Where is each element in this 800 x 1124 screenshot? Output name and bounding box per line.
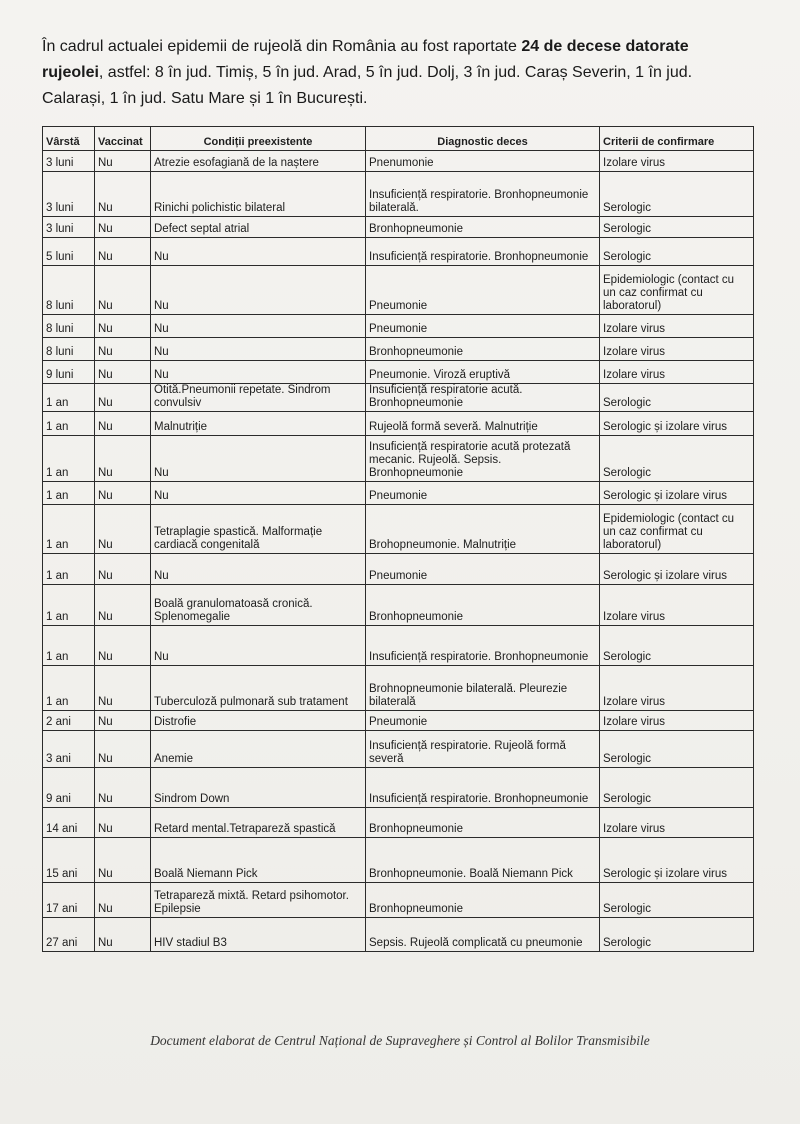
table-row [43, 338, 754, 361]
cell-preexisting-conditions: Sindrom Down [151, 768, 366, 808]
cell-confirmation-criteria: Serologic [600, 768, 754, 808]
cell-death-diagnosis: Pneumonie [366, 711, 600, 731]
cell-vaccinated: Nu [95, 266, 151, 315]
table-row [43, 384, 754, 412]
cell-preexisting-conditions: Nu [151, 338, 366, 361]
cell-death-diagnosis: Brohopneumonie. Malnutriție [366, 505, 600, 554]
cell-confirmation-criteria: Izolare virus [600, 315, 754, 338]
cell-vaccinated: Nu [95, 768, 151, 808]
cell-vaccinated: Nu [95, 436, 151, 482]
cell-confirmation-criteria: Izolare virus [600, 585, 754, 626]
cell-vaccinated: Nu [95, 505, 151, 554]
cell-preexisting-conditions: Nu [151, 482, 366, 505]
cell-confirmation-criteria: Serologic și izolare virus [600, 838, 754, 883]
table-header-row [43, 127, 754, 151]
cell-death-diagnosis: Pneumonie [366, 315, 600, 338]
table-row [43, 361, 754, 384]
cell-age: 3 luni [43, 217, 95, 238]
cell-death-diagnosis: Insuficiență respiratorie acută. Bronhopneumonie [366, 384, 600, 412]
cell-preexisting-conditions: Nu [151, 266, 366, 315]
cell-death-diagnosis: Pneumonie. Viroză eruptivă [366, 361, 600, 384]
cell-death-diagnosis: Rujeolă formă severă. Malnutriție [366, 412, 600, 436]
cell-death-diagnosis: Pneumonie [366, 554, 600, 585]
table-row [43, 838, 754, 883]
cell-confirmation-criteria: Izolare virus [600, 711, 754, 731]
cell-death-diagnosis: Pneumonie [366, 482, 600, 505]
cell-vaccinated: Nu [95, 585, 151, 626]
cell-age: 1 an [43, 666, 95, 711]
table-row [43, 505, 754, 554]
cell-age: 3 luni [43, 172, 95, 217]
cell-preexisting-conditions: Atrezie esofagiană de la naștere [151, 151, 366, 172]
cell-death-diagnosis: Brohnopneumonie bilaterală. Pleurezie bilaterală [366, 666, 600, 711]
cell-vaccinated: Nu [95, 361, 151, 384]
cell-preexisting-conditions: Nu [151, 554, 366, 585]
table-row [43, 482, 754, 505]
header-confirmation-criteria: Criterii de confirmare [600, 127, 754, 151]
cell-confirmation-criteria: Izolare virus [600, 151, 754, 172]
cell-preexisting-conditions: Nu [151, 315, 366, 338]
cell-preexisting-conditions: Tetrapareză mixtă. Retard psihomotor. Epilepsie [151, 883, 366, 918]
cell-confirmation-criteria: Epidemiologic (contact cu un caz confirmat cu laboratorul) [600, 266, 754, 315]
table-row [43, 412, 754, 436]
cell-vaccinated: Nu [95, 666, 151, 711]
cell-preexisting-conditions: Nu [151, 361, 366, 384]
cell-confirmation-criteria: Izolare virus [600, 666, 754, 711]
cell-age: 1 an [43, 384, 95, 412]
cell-vaccinated: Nu [95, 338, 151, 361]
cell-age: 2 ani [43, 711, 95, 731]
cell-age: 14 ani [43, 808, 95, 838]
cell-death-diagnosis: Insuficiență respiratorie. Rujeolă formă severă [366, 731, 600, 768]
cell-age: 1 an [43, 505, 95, 554]
cell-vaccinated: Nu [95, 482, 151, 505]
cell-confirmation-criteria: Serologic [600, 883, 754, 918]
cell-vaccinated: Nu [95, 217, 151, 238]
cell-vaccinated: Nu [95, 731, 151, 768]
intro-text-bold: 24 de decese datorate rujeolei [42, 38, 689, 81]
cell-age: 1 an [43, 436, 95, 482]
cell-death-diagnosis: Bronhopneumonie [366, 585, 600, 626]
cell-vaccinated: Nu [95, 384, 151, 412]
cell-vaccinated: Nu [95, 838, 151, 883]
cell-confirmation-criteria: Serologic [600, 172, 754, 217]
cell-preexisting-conditions: Retard mental.Tetrapareză spastică [151, 808, 366, 838]
table-row [43, 315, 754, 338]
cell-age: 3 ani [43, 731, 95, 768]
table-row [43, 172, 754, 217]
cell-confirmation-criteria: Izolare virus [600, 361, 754, 384]
table-row [43, 151, 754, 172]
footer-credit: Document elaborat de Centrul Național de Supraveghere și Control al Bolilor Transmisibile [150, 1033, 650, 1048]
cell-age: 1 an [43, 585, 95, 626]
cell-confirmation-criteria: Izolare virus [600, 338, 754, 361]
cell-confirmation-criteria: Serologic [600, 217, 754, 238]
cell-age: 1 an [43, 482, 95, 505]
table-row [43, 554, 754, 585]
cell-preexisting-conditions: Nu [151, 436, 366, 482]
cell-death-diagnosis: Bronhopneumonie. Boală Niemann Pick [366, 838, 600, 883]
cell-preexisting-conditions: HIV stadiul B3 [151, 918, 366, 952]
cell-preexisting-conditions: Distrofie [151, 711, 366, 731]
cell-confirmation-criteria: Serologic și izolare virus [600, 412, 754, 436]
cell-age: 8 luni [43, 315, 95, 338]
cell-preexisting-conditions: Otită.Pneumonii repetate. Sindrom convulsiv [151, 384, 366, 412]
cell-death-diagnosis: Sepsis. Rujeolă complicată cu pneumonie [366, 918, 600, 952]
cell-preexisting-conditions: Anemie [151, 731, 366, 768]
intro-paragraph [42, 34, 742, 112]
table-row [43, 585, 754, 626]
cell-preexisting-conditions: Rinichi polichistic bilateral [151, 172, 366, 217]
cell-preexisting-conditions: Tetraplagie spastică. Malformație cardiacă congenitală [151, 505, 366, 554]
cell-age: 15 ani [43, 838, 95, 883]
cell-age: 8 luni [43, 338, 95, 361]
cell-confirmation-criteria: Serologic și izolare virus [600, 482, 754, 505]
table-row [43, 808, 754, 838]
cell-vaccinated: Nu [95, 315, 151, 338]
table-row [43, 266, 754, 315]
table-row [43, 626, 754, 666]
table-row [43, 731, 754, 768]
cell-preexisting-conditions: Nu [151, 626, 366, 666]
cell-age: 1 an [43, 554, 95, 585]
header-death-diagnosis: Diagnostic deces [366, 127, 600, 151]
cell-vaccinated: Nu [95, 883, 151, 918]
header-age: Vârstă [43, 127, 95, 151]
cell-preexisting-conditions: Boală granulomatoasă cronică. Splenomegalie [151, 585, 366, 626]
cell-vaccinated: Nu [95, 554, 151, 585]
cell-vaccinated: Nu [95, 918, 151, 952]
table-row [43, 711, 754, 731]
cell-age: 5 luni [43, 238, 95, 266]
table-row [43, 768, 754, 808]
cell-vaccinated: Nu [95, 808, 151, 838]
cell-preexisting-conditions: Boală Niemann Pick [151, 838, 366, 883]
deaths-table [42, 126, 754, 952]
cell-death-diagnosis: Bronhopneumonie [366, 338, 600, 361]
cell-vaccinated: Nu [95, 626, 151, 666]
table-row [43, 436, 754, 482]
cell-death-diagnosis: Insuficiență respiratorie. Bronhopneumonie [366, 238, 600, 266]
header-vaccinated: Vaccinat [95, 127, 151, 151]
table-body [43, 151, 754, 952]
cell-death-diagnosis: Insuficiență respiratorie. Bronhopneumonie bilaterală. [366, 172, 600, 217]
cell-preexisting-conditions: Nu [151, 238, 366, 266]
cell-confirmation-criteria: Serologic [600, 436, 754, 482]
cell-confirmation-criteria: Serologic [600, 731, 754, 768]
cell-age: 9 luni [43, 361, 95, 384]
cell-preexisting-conditions: Defect septal atrial [151, 217, 366, 238]
cell-age: 17 ani [43, 883, 95, 918]
cell-age: 9 ani [43, 768, 95, 808]
cell-death-diagnosis: Bronhopneumonie [366, 883, 600, 918]
cell-death-diagnosis: Insuficiență respiratorie acută protezată mecanic. Rujeolă. Sepsis. Bronhopneumonie [366, 436, 600, 482]
cell-confirmation-criteria: Serologic [600, 626, 754, 666]
cell-age: 1 an [43, 626, 95, 666]
cell-confirmation-criteria: Izolare virus [600, 808, 754, 838]
cell-vaccinated: Nu [95, 238, 151, 266]
cell-death-diagnosis: Bronhopneumonie [366, 217, 600, 238]
cell-death-diagnosis: Bronhopneumonie [366, 808, 600, 838]
table-row [43, 918, 754, 952]
cell-age: 27 ani [43, 918, 95, 952]
cell-vaccinated: Nu [95, 711, 151, 731]
cell-vaccinated: Nu [95, 151, 151, 172]
table-row [43, 217, 754, 238]
cell-age: 3 luni [43, 151, 95, 172]
cell-confirmation-criteria: Epidemiologic (contact cu un caz confirmat cu laboratorul) [600, 505, 754, 554]
cell-confirmation-criteria: Serologic [600, 238, 754, 266]
cell-confirmation-criteria: Serologic și izolare virus [600, 554, 754, 585]
cell-preexisting-conditions: Tuberculoză pulmonară sub tratament [151, 666, 366, 711]
cell-death-diagnosis: Pneumonie [366, 266, 600, 315]
intro-text-after: , astfel: 8 în jud. Timiș, 5 în jud. Arad, 5 în jud. Dolj, 3 în jud. Caraș Severin, 1 în jud. Calarași, 1 în jud. Satu Mare și 1 în București. [42, 64, 693, 107]
cell-vaccinated: Nu [95, 412, 151, 436]
cell-confirmation-criteria: Serologic [600, 384, 754, 412]
cell-death-diagnosis: Insuficiență respiratorie. Bronhopneumonie [366, 768, 600, 808]
table-row [43, 666, 754, 711]
intro-text-before: În cadrul actualei epidemii de rujeolă din România au fost raportate [42, 38, 522, 55]
table-row [43, 238, 754, 266]
cell-preexisting-conditions: Malnutriție [151, 412, 366, 436]
cell-death-diagnosis: Insuficiență respiratorie. Bronhopneumonie [366, 626, 600, 666]
cell-confirmation-criteria: Serologic [600, 918, 754, 952]
cell-death-diagnosis: Pnenumonie [366, 151, 600, 172]
header-preexisting-conditions: Condiții preexistente [151, 127, 366, 151]
table-row [43, 883, 754, 918]
cell-age: 8 luni [43, 266, 95, 315]
cell-vaccinated: Nu [95, 172, 151, 217]
cell-age: 1 an [43, 412, 95, 436]
